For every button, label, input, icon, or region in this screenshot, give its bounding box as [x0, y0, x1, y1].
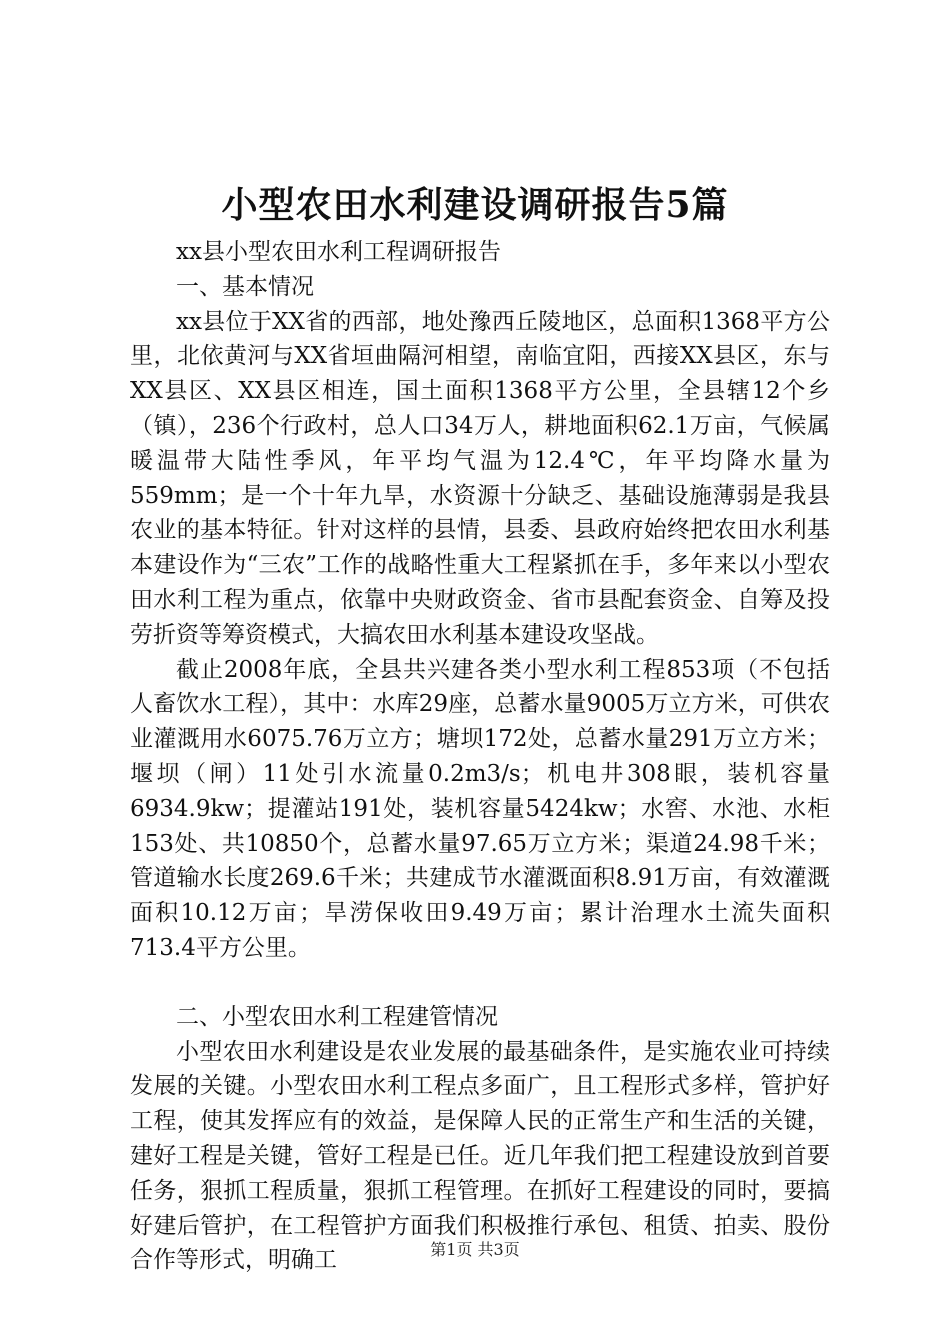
document-body — [130, 235, 830, 1278]
document-title: 小型农田水利建设调研报告5篇 — [221, 184, 729, 226]
section-heading-basic: 一、基本情况 — [176, 273, 314, 300]
subtitle-paragraph: xx县小型农田水利工程调研报告 — [176, 239, 501, 265]
body-paragraph: 小型农田水利建设是农业发展的最基础条件，是实施农业可持续发展的关键。小型农田水利工程点多面广，且工程形式多样，管护好工程，使其发挥应有的效益，是保障人民的正常生产和生活的关键，建好工程是关键，管好工程是已任。近几年我们把工程建设放到首要任务，狠抓工程质量，狠抓工程管理。在抓好工程建设的同时，要搞好建后管护，在工程管护方面我们积极推行承包、租赁、拍卖、股份合作等形式，明确工 — [130, 1038, 830, 1274]
section-heading-construction: 二、小型农田水利工程建管情况 — [176, 1003, 498, 1030]
body-paragraph: xx县位于XX省的西部，地处豫西丘陵地区，总面积1368平方公里，北依黄河与XX省垣曲隔河相望，南临宜阳，西接XX县区，东与XX县区、XX县区相连，国土面积1368平方公里，全县辖12个乡（镇），236个行政村，总人口34万人，耕地面积62.1万亩，气候属暖温带大陆性季风，年平均气温为12.4℃，年平均降水量为559mm；是一个十年九旱，水资源十分缺乏、基础设施薄弱是我县农业的基本特征。针对这样的县情，县委、县政府始终把农田水利基本建设作为“三农”工作的战略性重大工程紧抓在手，多年来以小型农田水利工程为重点，依靠中央财政资金、省市县配套资金、自筹及投劳折资等筹资模式，大搞农田水利基本建设攻坚战。 — [130, 308, 830, 648]
page-footer: 第1页 共3页 — [430, 1240, 520, 1259]
body-paragraph: 截止2008年底，全县共兴建各类小型水利工程853项（不包括人畜饮水工程），其中：水库29座，总蓄水量9005万立方米，可供农业灌溉用水6075.76万立方；塘坝172处，总蓄水量291万立方米；堰坝（闸）11处引水流量0.2m3/s；机电井308眼，装机容量6934.9kw；提灌站191处，装机容量5424kw；水窖、水池、水柜153处、共10850个，总蓄水量97.65万立方米；渠道24.98千米；管道输水长度269.6千米；共建成节水灌溉面积8.91万亩，有效灌溉面积10.12万亩；旱涝保收田9.49万亩；累计治理水土流失面积713.4平方公里。 — [130, 656, 830, 961]
